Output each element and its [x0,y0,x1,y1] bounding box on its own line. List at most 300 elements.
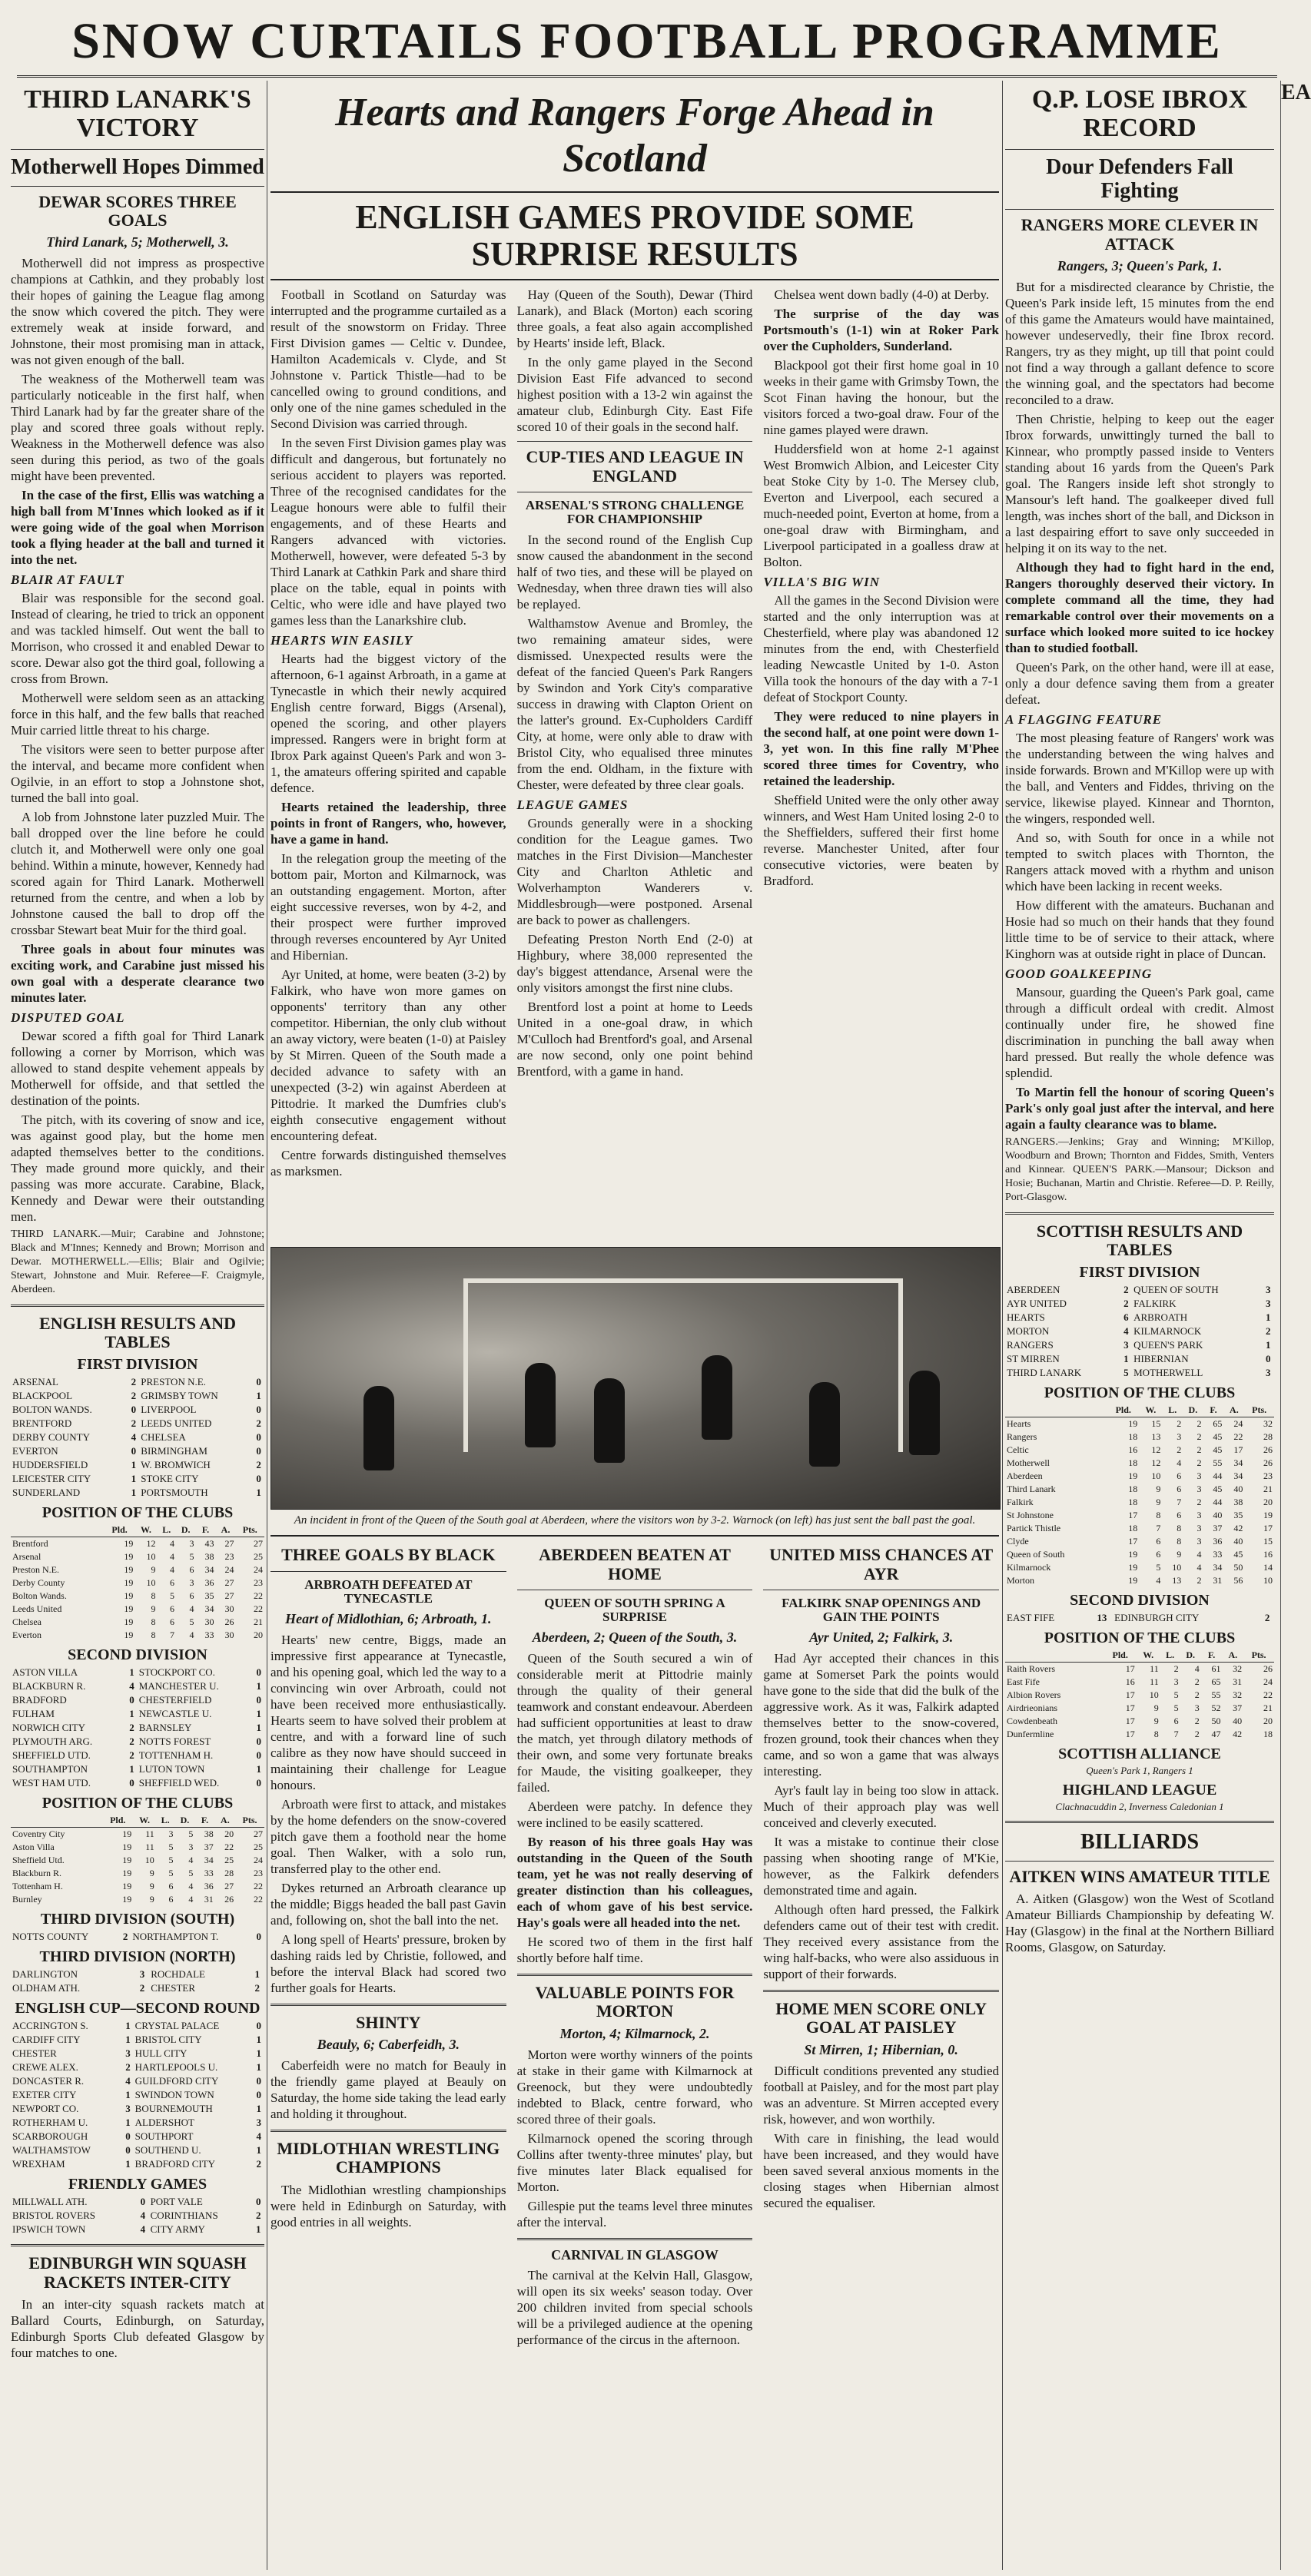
paragraph: Queen of the South secured a win of considerable merit at Pittodrie mainly through the quality of their general teamwork and constant endeavour. Aberdeen had sufficient opportunities at least to draw the match, yet through dilatory methods of their own, and some very fortunate breaks for Maude, the visiting goalkeeper, they failed. [516,1651,753,1795]
team-cell: ROTHERHAM U. [12,2117,88,2129]
club-cell: Brentford [12,1538,48,1550]
center-col-3 [517,287,753,1239]
team-cell: RANGERS [1007,1339,1054,1351]
paragraph: Morton were worthy winners of the points at stake in their game with Kilmarnock at Greenock, but they were undoubtedly indebted to Black, centre forward, who scored three of their goals. [516,2047,753,2127]
stat-cell: 47 [1211,1729,1221,1740]
stat-cell: 20 [1263,1716,1273,1727]
scottish-tables-title: SCOTTISH RESULTS AND TABLES [1036,1221,1243,1259]
score-cell: 4 [140,2210,146,2222]
results-table [11,1375,264,1500]
club-cell: Sheffield Utd. [12,1855,65,1866]
stat-cell: 45 [1213,1444,1223,1456]
score-cell: 2 [129,1736,134,1748]
table-row [1005,1689,1274,1702]
result-row [11,1735,264,1749]
score-cell: 0 [256,1376,261,1388]
score-cell: 2 [131,1417,137,1430]
score-cell: 1 [256,2103,262,2115]
score-cell: 0 [256,1736,261,1748]
stat-cell: 11 [145,1828,154,1840]
stat-cell: 17 [1125,1702,1135,1714]
paragraph: A lob from Johnstone later puzzled Muir. The ball dropped over the line before he could clutch it, and Motherwell were only one goal behind. Within a minute, however, Kennedy had scored again for Third Lanark. Motherwell returned from the centre, and when a lob by Johnstone caused the ball to drop off the crossbar Stewart beat Muir for the third goal. [11,809,264,937]
paragraph: Sheffield United were the only other away winners, and West Ham United losing 2-0 to the Sheffielders, suffered their first home reverse. Manchester United, after four consecutive victories, were beaten by Bradford. [763,793,999,889]
score-cell: 0 [129,1777,134,1789]
section-heading: GOOD GOALKEEPING [1005,966,1153,981]
score-cell: 0 [1265,1353,1271,1365]
arbroath-headline: ARBROATH DEFEATED AT TYNECASTLE [304,1576,473,1606]
score-cell: 0 [125,2144,131,2157]
score-cell: 1 [1265,1339,1271,1351]
paragraph: In an inter-city squash rackets match at Ballard Courts, Edinburgh, on Saturday, Edinburgh Sports Club defeated Glasgow by four matches to one. [11,2296,264,2360]
stat-cell: 9 [1153,1716,1159,1727]
player-figure [702,1355,732,1440]
aberdeen-headline: ABERDEEN BEATEN AT HOME [539,1545,731,1583]
stat-cell: 38 [1233,1497,1243,1508]
stat-cell: 16 [1125,1676,1135,1688]
stat-cell: 19 [1128,1549,1138,1560]
column-header: Pts. [1243,1649,1274,1663]
score-cell: 3 [1123,1339,1129,1351]
second-division-title: SECOND DIVISION [1070,1592,1210,1610]
score-cell: 2 [125,2061,131,2074]
morton-headline: VALUABLE POINTS FOR MORTON [535,1983,735,2021]
third-south-title: THIRD DIVISION (SOUTH) [40,1911,235,1928]
stat-cell: 10 [1151,1470,1161,1482]
paragraph: Ayr United, at home, were beaten (3-2) by Falkirk, who have won more games on opponents' territory than any other competitor. Hibernian, the only club without an away victory, were beaten (1-0) at Paisley by St Mirren. Queen of the South made a decided advance to safety with an unexpected (3-2) win against Aberdeen at Pittodrie. It marked the Dumfries club's eighth consecutive engagement without encountering defeat. [270,967,506,1144]
result-row [11,2116,264,2130]
team-cell: SHEFFIELD UTD. [12,1749,91,1762]
stat-cell: 19 [122,1855,132,1866]
result-row [11,1981,264,1995]
team-cell: BRENTFORD [12,1417,72,1430]
column-header: W. [134,1523,157,1537]
paragraph: In the seven First Division games play was difficult and dangerous, but fortunately no serious accident to players was reported. Three of the recognised candidates for the League honours were able to fulfil their engagements, and of these Hearts and Rangers advanced with victories. Motherwell, however, were defeated 5-3 by Third Lanark at Cathkin Park and share third place on the table, equal in points with Celtic, who were idle and have played two games less than the Lanarkshire club. [270,436,506,628]
stat-cell: 34 [204,1603,214,1615]
column-header: L. [158,1523,176,1537]
alliance-result: Queen's Park 1, Rangers 1 [1086,1765,1193,1777]
paragraph: The visitors were seen to better purpose after the interval, and became more confident when Ogilvie, in an effort to stop a Johnstone shot, turned the ball into goal. [11,741,264,805]
stat-cell: 19 [124,1564,134,1576]
result-row [11,1472,264,1486]
column-header [11,1523,105,1537]
team-cell: BOURNEMOUTH [134,2103,213,2115]
stat-cell: 36 [204,1577,214,1589]
result-row [11,1666,264,1679]
stat-cell: 23 [254,1868,263,1879]
stat-cell: 9 [149,1881,154,1892]
result-row [11,2033,264,2047]
paragraph: Hearts had the biggest victory of the afternoon, 6-1 against Arbroath, in a game at Tynecastle in which their newly acquired English centre forward, Biggs (Arsenal), opened the scoring, and other players impressed. Rangers were in bright form at Ibrox Park against Queen's Park and won 3-1, the amateurs offering spirited and capable defence. [270,651,506,796]
column-header: Pld. [1104,1649,1137,1663]
team-cell: BLACKBURN R. [12,1680,86,1692]
score-line: St Mirren, 1; Hibernian, 0. [804,2041,958,2057]
stat-cell: 24 [254,1855,263,1866]
score-cell: 0 [131,1445,137,1457]
score-line: Third Lanark, 5; Motherwell, 3. [46,234,229,250]
score-cell: 1 [125,2117,131,2129]
score-cell: 3 [125,2103,131,2115]
stat-cell: 19 [1128,1418,1138,1430]
stat-cell: 17 [1125,1689,1135,1701]
stat-cell: 2 [1196,1431,1202,1443]
stat-cell: 65 [1213,1418,1223,1430]
team-cell: OLDHAM ATH. [12,1982,81,1994]
stat-cell: 10 [1263,1575,1273,1586]
stat-cell: 2 [1177,1444,1182,1456]
stat-cell: 11 [145,1842,154,1853]
score-cell: 2 [256,1417,261,1430]
stat-cell: 12 [146,1538,156,1550]
stat-cell: 30 [204,1616,214,1628]
stat-cell: 11 [1150,1676,1159,1688]
stat-cell: 6 [169,1577,174,1589]
score-cell: 1 [129,1763,134,1775]
stat-cell: 22 [1263,1689,1273,1701]
stat-cell: 24 [224,1564,234,1576]
team-cell: ARSENAL [12,1376,58,1388]
stat-cell: 12 [1151,1457,1161,1469]
paragraph: In the case of the first, Ellis was watching a high ball from M'Innes which looked as if it were going wide of the goal when Morrison took a flying header at the ball and turned it into the net. [11,487,264,567]
score-cell: 2 [256,2158,262,2170]
table-row [1005,1470,1274,1483]
stat-cell: 32 [1233,1663,1243,1675]
stat-cell: 50 [1211,1716,1221,1727]
score-cell: 0 [131,1404,137,1416]
stat-cell: 16 [1263,1549,1273,1560]
stat-cell: 24 [1263,1676,1273,1688]
paragraph: The Midlothian wrestling championships were held in Edinburgh on Saturday, with good entries in all weights. [270,2182,506,2230]
club-cell: Preston N.E. [12,1564,59,1576]
stat-cell: 19 [124,1538,134,1550]
club-cell: Airdrieonians [1007,1702,1057,1714]
stat-cell: 26 [1263,1444,1273,1456]
table-row [11,1893,264,1906]
score-cell: 4 [125,2075,131,2087]
highland-title: HIGHLAND LEAGUE [1062,1782,1217,1799]
stat-cell: 34 [1213,1562,1223,1573]
table-row [1005,1561,1274,1574]
united-headline: UNITED MISS CHANCES AT AYR [769,1545,994,1583]
carnival-headline: CARNIVAL IN GLASGOW [551,2246,719,2263]
score-cell: 6 [1123,1311,1129,1324]
score-cell: 2 [1265,1325,1271,1338]
column-header: A. [1222,1649,1243,1663]
result-row [11,2130,264,2143]
score-cell: 1 [256,2144,262,2157]
score-cell: 4 [131,1431,137,1444]
stat-cell: 23 [224,1551,234,1563]
table-row [1005,1663,1274,1676]
stat-cell: 21 [1263,1702,1273,1714]
stat-cell: 3 [1177,1431,1182,1443]
stat-cell: 45 [1213,1431,1223,1443]
stat-cell: 50 [1233,1562,1243,1573]
table-row [11,1550,264,1563]
stat-cell: 2 [1196,1418,1202,1430]
column-header: Pts. [235,1814,264,1828]
result-row [11,1930,264,1944]
stat-cell: 42 [1233,1523,1243,1534]
position-title: POSITION OF THE CLUBS [41,1504,234,1522]
stat-cell: 4 [1196,1562,1202,1573]
stat-cell: 17 [1125,1663,1135,1675]
first-division-title: FIRST DIVISION [77,1356,198,1374]
stat-cell: 6 [169,1616,174,1628]
stat-cell: 18 [1128,1497,1138,1508]
results-table [11,1666,264,1790]
stat-cell: 5 [189,1616,194,1628]
club-cell: Clyde [1007,1536,1029,1547]
score-cell: 0 [256,1777,261,1789]
club-cell: St Johnstone [1007,1510,1054,1521]
team-cell: THIRD LANARK [1007,1367,1082,1379]
billiards-title: BILLIARDS [1080,1830,1200,1855]
stat-cell: 22 [254,1881,263,1892]
table-row [11,1880,264,1893]
table-row [1005,1509,1274,1522]
paragraph: By reason of his three goals Hay was outstanding in the Queen of the South team, yet he was not really deserving of greater distinction than his colleagues, each of whom gave of his best service. Hay's goals were all headed into the net. [516,1835,753,1931]
headline-qp: Q.P. LOSE IBROX RECORD [1031,85,1248,143]
result-row [11,1444,264,1458]
result-row [11,2074,264,2088]
club-cell: Aberdeen [1007,1470,1043,1482]
column-header: F. [195,1523,215,1537]
paragraph: The surprise of the day was Portsmouth's (1-1) win at Roker Park over the Cupholders, Sunderland. [763,307,999,354]
table-row [1005,1715,1274,1728]
stat-cell: 19 [122,1842,132,1853]
subhead-motherwell: Motherwell Hopes Dimmed [11,154,264,179]
team-lineups: THIRD LANARK.—Muir; Carabine and Johnstone; Black and M'Innes; Kennedy and Brown; Morrison and Dewar. MOTHERWELL.—Ellis; Blair and Ogilvie; Stewart, Johnstone and Muir. Referee—F. Craigmyle, Aberdeen. [11,1228,264,1295]
second-division-title: SECOND DIVISION [68,1646,207,1664]
stat-cell: 6 [1156,1536,1161,1547]
next-page-edge [1280,81,1311,2570]
paragraph: Walthamstow Avenue and Bromley, the two remaining amateur sides, were dismissed. Unexpected results were the defeat of the fancied Queen's Park Rangers by Swindon and York City's comparative success in drawing with Clapton Orient on the latter's ground. Ex-Cupholders Cardiff City, at home, were only able to draw with Bristol City, who equalised three minutes from the end. Oldham, in the fixture with Chester, were defeated by three clear goals. [516,616,753,793]
stat-cell: 25 [224,1855,234,1866]
column-header [11,1814,102,1828]
team-cell: LEEDS UNITED [141,1417,212,1430]
table-row [11,1828,264,1842]
paragraph: Caberfeidh were no match for Beauly in the friendly game played at Beauly on Saturday, the home side taking the lead early and holding it throughout. [270,2058,506,2122]
team-cell: HIBERNIAN [1133,1353,1189,1365]
stat-cell: 10 [144,1855,154,1866]
result-row [11,2019,264,2033]
score-cell: 1 [254,1968,261,1981]
position-title: POSITION OF THE CLUBS [1044,1384,1236,1402]
stat-cell: 6 [169,1603,174,1615]
stat-cell: 4 [1196,1549,1202,1560]
team-cell: GUILDFORD CITY [134,2075,219,2087]
stat-cell: 5 [168,1855,174,1866]
team-cell: STOKE CITY [141,1473,199,1485]
paragraph: He scored two of them in the first half shortly before half time. [516,1934,753,1966]
center-col-2 [270,287,506,1239]
team-cell: SHEFFIELD WED. [138,1777,220,1789]
stat-cell: 19 [122,1881,132,1892]
team-cell: BRADFORD [12,1694,67,1706]
stat-cell: 27 [224,1577,234,1589]
stat-cell: 6 [1177,1510,1182,1521]
table-row [1005,1535,1274,1548]
score-cell: 2 [131,1390,137,1402]
team-cell: WREXHAM [12,2158,65,2170]
paragraph: The most pleasing feature of Rangers' work was the understanding between the wing halves and inside forwards. Brown and M'Killop were up with the ball, and Venters and Fiddes, thriving on the service, likewise played. Kinnear and Thornton, the wingers, responded well. [1005,730,1274,826]
stat-cell: 14 [1263,1562,1273,1573]
stat-cell: 37 [1233,1702,1243,1714]
team-cell: EAST FIFE [1007,1612,1055,1624]
table-row [11,1563,264,1576]
paragraph: In the only game played in the Second Division East Fife advanced to second highest position with a 13-2 win against the amateur club, Edinburgh City. East Fife scored 10 of their goals in the second half. [516,355,753,435]
club-cell: Partick Thistle [1007,1523,1061,1534]
paragraph: Hearts' new centre, Biggs, made an impressive first appearance at Tynecastle, and his opening goal, which led the way to a convincing win over Arbroath, could not have been received more enthusiastically. Hearts seem to have solved their problem at centre, and with a forward line of such calibre as they now have should succeed in maintaining their challenge for League honours. [270,1632,506,1792]
black-headline: THREE GOALS BY BLACK [281,1545,496,1565]
column-header [1005,1649,1104,1663]
table-row [1005,1574,1274,1587]
match-photo [270,1247,1001,1510]
alliance-title: SCOTTISH ALLIANCE [1058,1746,1221,1763]
section-heading: LEAGUE GAMES [516,797,629,813]
stat-cell: 31 [1213,1575,1223,1586]
result-row [1005,1338,1274,1352]
column-third-lanark [11,81,264,2570]
stat-cell: 13 [1151,1431,1161,1443]
stat-cell: 8 [1153,1729,1159,1740]
paragraph: Hearts retained the leadership, three points in front of Rangers, who, however, have a game in hand. [270,800,506,847]
team-cell: CARDIFF CITY [12,2034,81,2046]
score-cell: 1 [256,1763,261,1775]
club-cell: Bolton Wands. [12,1590,67,1602]
table-row [1005,1444,1274,1457]
stat-cell: 19 [124,1577,134,1589]
masthead-title: SNOW CURTAILS FOOTBALL PROGRAMME [71,13,1223,69]
column-header: D. [1183,1404,1203,1417]
team-cell: DONCASTER R. [12,2075,85,2087]
team-cell: DERBY COUNTY [12,1431,90,1444]
team-cell: MOTHERWELL [1133,1367,1203,1379]
score-line: Rangers, 3; Queen's Park, 1. [1057,257,1223,274]
score-cell: 2 [256,1459,261,1471]
stat-cell: 7 [1177,1497,1182,1508]
paragraph: In the relegation group the meeting of the bottom pair, Morton and Kilmarnock, was an outstanding engagement. Morton, after eight successive reverses, won by 4-2, and their prospect were further improved through reverses encountered by Ayr United and Hibernian. [270,851,506,963]
stat-cell: 4 [188,1881,194,1892]
stat-cell: 33 [204,1868,214,1879]
result-row [11,1389,264,1403]
stat-cell: 18 [1128,1457,1138,1469]
standings-header [1005,1404,1274,1417]
result-row [11,1679,264,1693]
paragraph: And so, with South for once in a while not tempted to switch places with Thornton, the Rangers attack moved with a rhythm and unison which have been lacking in recent weeks. [1005,830,1274,893]
stat-cell: 3 [1194,1702,1200,1714]
column-header: D. [1180,1649,1201,1663]
score-cell: 0 [256,2196,261,2208]
stat-cell: 27 [224,1590,234,1602]
stat-cell: 19 [122,1828,132,1840]
paragraph: Hay (Queen of the South), Dewar (Third Lanark), and Black (Morton) each scoring three goals, a feat also again accomplished by Hearts' inside left, Black. [516,287,753,351]
stat-cell: 40 [1233,1536,1243,1547]
stat-cell: 5 [189,1551,194,1563]
stat-cell: 55 [1211,1689,1221,1701]
score-cell: 1 [256,2034,262,2046]
score-cell: 1 [1265,1311,1271,1324]
team-cell: NEWCASTLE U. [138,1708,212,1720]
club-cell: Everton [12,1629,41,1641]
paragraph: Football in Scotland on Saturday was interrupted and the programme curtailed as a result of the snowstorm on Friday. Three First Division games — Celtic v. Dundee, Hamilton Academicals v. Clyde, and St Johnstone v. Partick Thistle—had to be cancelled owing to ground conditions, and only one of the nine games scheduled in the Second Division was carried through. [270,287,506,432]
table-row [1005,1728,1274,1741]
table-row [1005,1676,1274,1689]
team-cell: NEWPORT CO. [12,2103,79,2115]
club-cell: Leeds United [12,1603,62,1615]
team-cell: CHESTERFIELD [138,1694,212,1706]
team-cell: STOCKPORT CO. [138,1666,215,1679]
paragraph: Brentford lost a point at home to Leeds United in a one-goal draw, in which M'Culloch had Brentford's goal, and Arsenal are now second, only one point behind Brentford, with a game in hand. [516,1000,753,1079]
club-cell: Hearts [1007,1418,1031,1430]
stat-cell: 19 [124,1590,134,1602]
stat-cell: 44 [1213,1470,1223,1482]
club-cell: Cowdenbeath [1007,1716,1057,1727]
column-header [1005,1404,1107,1417]
stat-cell: 18 [1263,1729,1273,1740]
score-cell: 0 [256,2075,262,2087]
team-cell: ACCRINGTON S. [12,2020,88,2032]
paragraph: It was a mistake to continue their close passing when shooting range of M'Kie, however, as the Falkirk defenders demonstrated time and again. [763,1835,999,1898]
team-cell: SOUTHAMPTON [12,1763,88,1775]
result-row [1005,1324,1274,1338]
table-row [11,1629,264,1642]
team-cell: MANCHESTER U. [138,1680,219,1692]
column-header: A. [216,1523,236,1537]
score-cell: 3 [256,2117,262,2129]
results-table [11,1930,264,1944]
stat-cell: 44 [1213,1497,1223,1508]
column-header: L. [1160,1649,1180,1663]
stat-cell: 8 [1177,1536,1182,1547]
score-cell: 0 [256,1931,262,1943]
stat-cell: 3 [1196,1470,1202,1482]
score-cell: 0 [256,1404,261,1416]
stat-cell: 5 [168,1868,174,1879]
stat-cell: 6 [1177,1484,1182,1495]
paragraph: Difficult conditions prevented any studied football at Paisley, and for the most part play was an adventure. St Mirren accepted every risk, however, and won worthily. [763,2063,999,2127]
stat-cell: 4 [188,1855,194,1866]
score-cell: 1 [129,1666,134,1679]
score-cell: 1 [131,1459,137,1471]
stat-cell: 21 [1263,1484,1273,1495]
paragraph: The pitch, with its covering of snow and ice, was against good play, but the home men adapted themselves better to the conditions. They made ground more quickly, and their passing was more accurate. Carabine, Black, Kennedy and Dewar were their outstanding men. [11,1112,264,1224]
paragraph: Huddersfield won at home 2-1 against West Bromwich Albion, and Leicester City beat Stoke City by 1-0. The Mersey club, Everton and Liverpool, each secured a much-needed point, Everton at home, from a one-goal draw with Birmingham, and Liverpool participated in a goalless draw at Bolton. [763,442,999,570]
paragraph: Arbroath were first to attack, and mistakes by the home defenders on the snow-covered pitch gave them a foothold near the home goal. Then Walker, with a solo run, transferred play to the other end. [270,1796,506,1876]
table-row [11,1616,264,1629]
team-cell: EDINBURGH CITY [1114,1612,1200,1624]
section-heading: HEARTS WIN EASILY [270,633,413,648]
stat-cell: 2 [1194,1676,1200,1688]
column-header: Pld. [105,1523,135,1537]
stat-cell: 9 [1153,1702,1159,1714]
stat-cell: 26 [1263,1663,1273,1675]
player-figure [909,1371,940,1455]
stat-cell: 19 [1263,1510,1273,1521]
stat-cell: 27 [224,1881,234,1892]
standings-table [11,1814,264,1906]
stat-cell: 5 [1173,1689,1179,1701]
stat-cell: 2 [1196,1575,1202,1586]
stat-cell: 38 [204,1828,214,1840]
stat-cell: 19 [124,1551,134,1563]
team-cell: CHESTER [151,1982,196,1994]
column-header: Pts. [1244,1404,1274,1417]
stat-cell: 55 [1213,1457,1223,1469]
subhead-rangers: RANGERS MORE CLEVER IN ATTACK [1021,215,1259,254]
stat-cell: 4 [1194,1663,1200,1675]
stat-cell: 2 [1194,1689,1200,1701]
